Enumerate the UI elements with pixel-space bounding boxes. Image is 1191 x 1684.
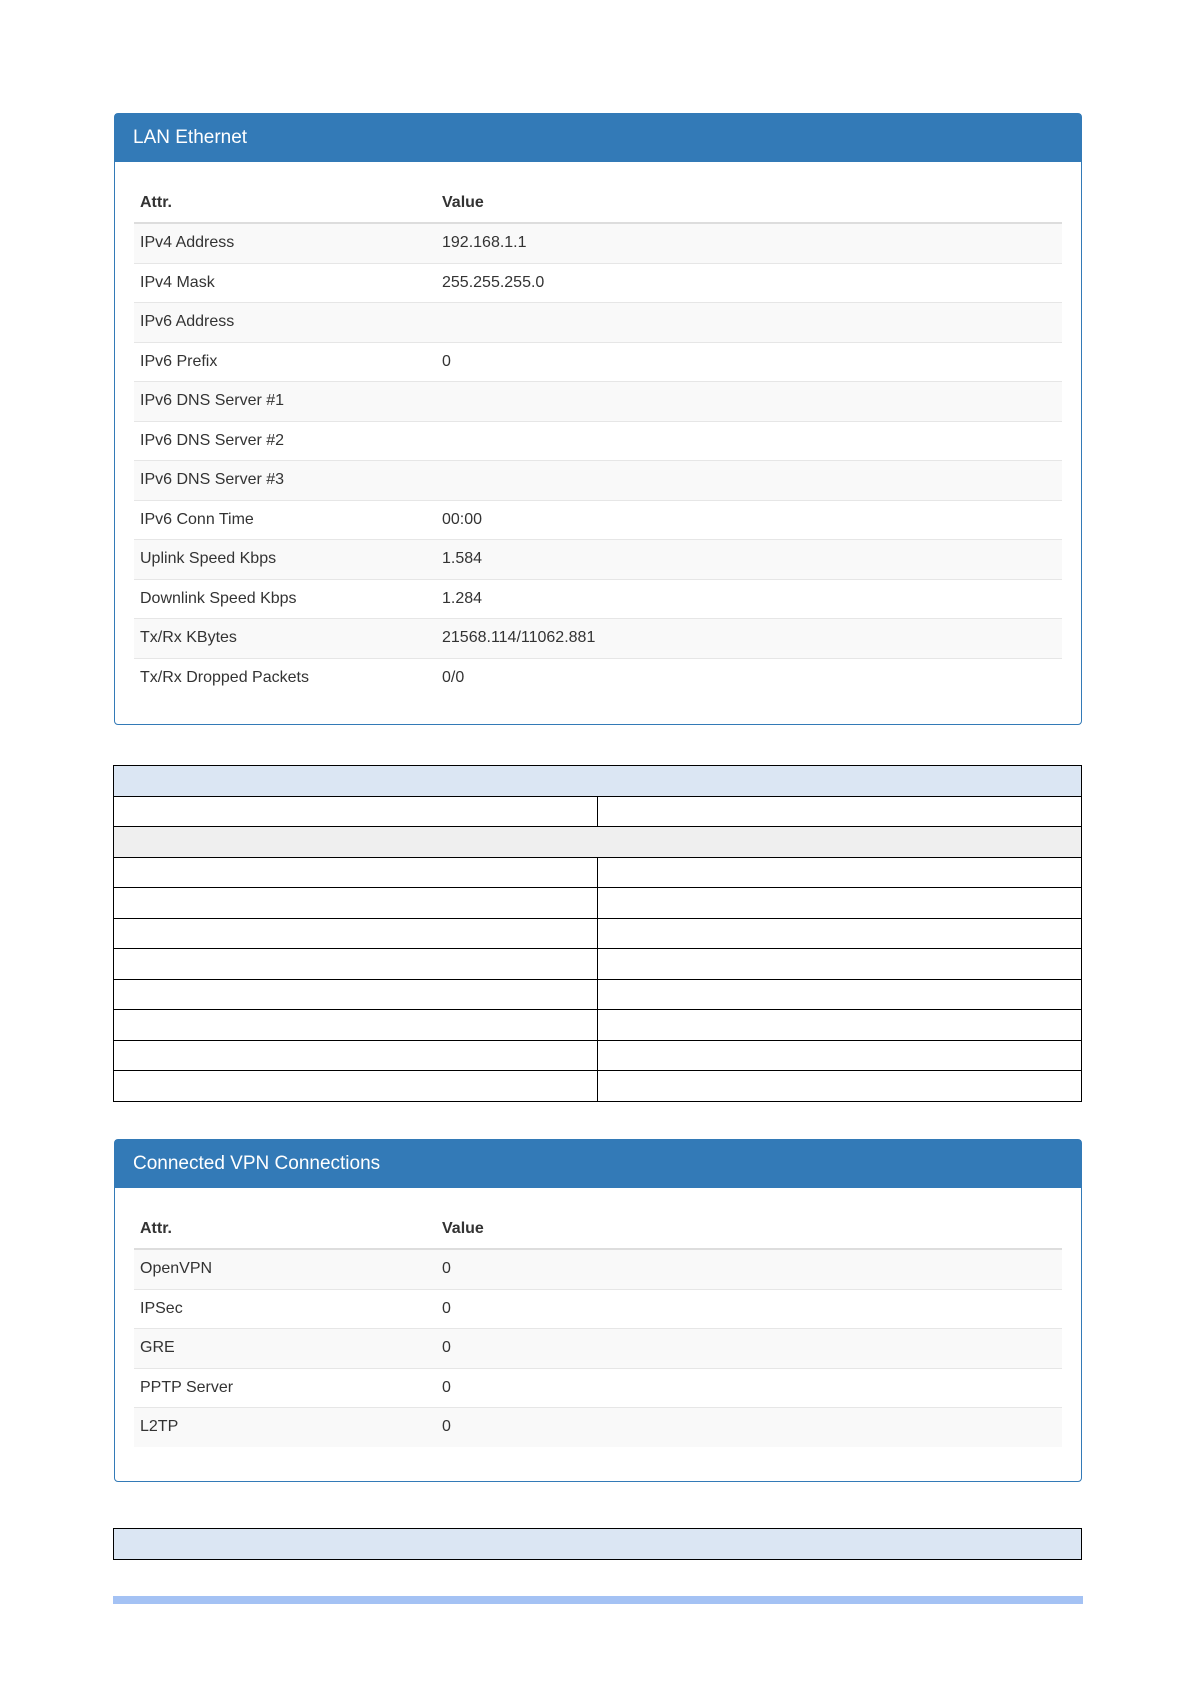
table-row xyxy=(134,580,1062,620)
table-header xyxy=(134,1210,1062,1250)
bottom-divider-bar xyxy=(113,1596,1083,1604)
value-header: Value xyxy=(442,194,484,211)
table-row xyxy=(134,224,1062,264)
row-value: 0/0 xyxy=(442,668,465,686)
table-row xyxy=(134,619,1062,659)
row-attr: IPv4 Address xyxy=(140,234,235,252)
grid-row xyxy=(114,796,1082,827)
grid-row xyxy=(114,1010,1082,1041)
table-header xyxy=(134,184,1062,224)
grid-row xyxy=(114,888,1082,919)
attr-header: Attr. xyxy=(140,1220,172,1237)
grid-row xyxy=(114,1071,1082,1102)
row-value: 192.168.1.1 xyxy=(442,234,527,252)
row-attr: IPv6 Conn Time xyxy=(140,510,254,528)
row-attr: GRE xyxy=(140,1339,175,1357)
row-attr: IPv6 Prefix xyxy=(140,352,218,370)
lan-ethernet-panel xyxy=(114,113,1082,725)
table-row xyxy=(134,1290,1062,1330)
vpn-connections-panel xyxy=(114,1139,1082,1482)
table-row xyxy=(134,303,1062,343)
grid-row xyxy=(114,1040,1082,1071)
grid-header-band xyxy=(114,1529,1082,1560)
row-attr: L2TP xyxy=(140,1418,179,1436)
row-attr: Tx/Rx Dropped Packets xyxy=(140,668,309,686)
grid-row xyxy=(114,979,1082,1010)
row-attr: IPv6 DNS Server #1 xyxy=(140,392,285,410)
table-row xyxy=(134,343,1062,383)
table-row xyxy=(134,422,1062,462)
row-value: 0 xyxy=(442,1339,451,1357)
row-attr: IPv6 DNS Server #3 xyxy=(140,471,285,489)
value-header: Value xyxy=(442,1220,484,1237)
table-row xyxy=(134,461,1062,501)
row-attr: IPSec xyxy=(140,1299,183,1317)
table-row xyxy=(134,1250,1062,1290)
row-value: 21568.114/11062.881 xyxy=(442,629,596,647)
row-attr: IPv6 DNS Server #2 xyxy=(140,431,285,449)
row-attr: IPv6 Address xyxy=(140,313,235,331)
row-value: 0 xyxy=(442,352,451,370)
attr-header: Attr. xyxy=(140,194,172,211)
row-attr: OpenVPN xyxy=(140,1260,213,1278)
table-row xyxy=(134,501,1062,541)
lan-ethernet-table xyxy=(134,184,1062,697)
table-row xyxy=(134,659,1062,698)
row-value: 00:00 xyxy=(442,510,483,528)
grid-row xyxy=(114,918,1082,949)
row-attr: Downlink Speed Kbps xyxy=(140,589,297,607)
empty-band-table xyxy=(113,1528,1082,1560)
row-value: 1.284 xyxy=(442,589,483,607)
grid-row xyxy=(114,949,1082,980)
table-row xyxy=(134,1369,1062,1409)
vpn-connections-title: Connected VPN Connections xyxy=(115,1140,1081,1188)
row-value: 0 xyxy=(442,1378,451,1396)
table-row xyxy=(134,1408,1062,1447)
row-value: 0 xyxy=(442,1299,451,1317)
row-value: 0 xyxy=(442,1260,451,1278)
row-attr: IPv4 Mask xyxy=(140,273,215,291)
grid-row xyxy=(114,857,1082,888)
table-row xyxy=(134,1329,1062,1369)
row-attr: Tx/Rx KBytes xyxy=(140,629,237,647)
row-attr: PPTP Server xyxy=(140,1378,234,1396)
table-row xyxy=(134,382,1062,422)
grid-section-band xyxy=(114,827,1082,858)
empty-grid-table xyxy=(113,765,1082,1102)
row-value: 255.255.255.0 xyxy=(442,273,545,291)
row-value: 0 xyxy=(442,1418,451,1436)
row-attr: Uplink Speed Kbps xyxy=(140,550,277,568)
lan-ethernet-title: LAN Ethernet xyxy=(115,114,1081,162)
table-row xyxy=(134,264,1062,304)
row-value: 1.584 xyxy=(442,550,483,568)
table-row xyxy=(134,540,1062,580)
vpn-connections-table xyxy=(134,1210,1062,1447)
grid-header-band xyxy=(114,766,1082,797)
